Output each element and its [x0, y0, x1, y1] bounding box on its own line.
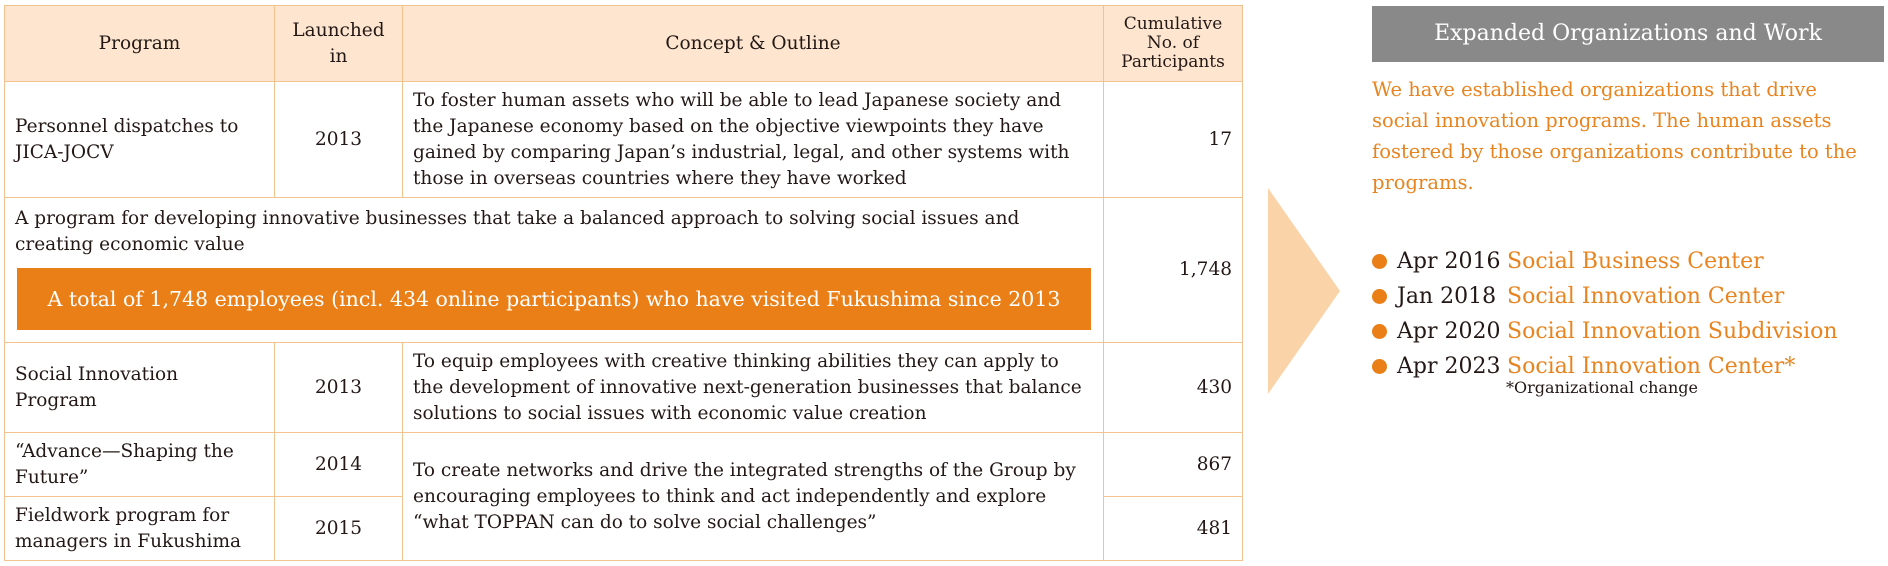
concept-text: A program for developing innovative businesses that take a balanced approach to solving social issues and creating economic value: [15, 208, 1020, 255]
programs-table: [4, 5, 1243, 561]
bullet-dot-icon: [1372, 359, 1387, 374]
header-concept: Concept & Outline: [403, 6, 1104, 82]
organization-timeline: [1372, 244, 1884, 397]
timeline-item: [1372, 244, 1884, 279]
arrow-right-icon: [1268, 188, 1340, 394]
concept-text: To equip employees with creative thinking abilities they can apply to the development of innovative next-generation businesses that balance solutions to social issues with economic value creation: [403, 343, 1104, 433]
concept-text: To foster human assets who will be able to lead Japanese society and the Japanese economy based on the objective viewpoints they have gained by comparing Japan’s industrial, legal, and other systems with those in overseas countries where they have worked: [403, 82, 1104, 198]
timeline-date: Jan 2018: [1397, 284, 1497, 309]
table-row: [5, 433, 1243, 497]
table-row: [5, 343, 1243, 433]
header-cumulative: [1104, 6, 1243, 82]
shared-concept-text: To create networks and drive the integrated strengths of the Group by encouraging employees to think and act independently and explore “what TOPPAN can do to solve social challenges”: [403, 433, 1104, 561]
table-row: [5, 198, 1243, 343]
bullet-dot-icon: [1372, 324, 1387, 339]
panel-title: Expanded Organizations and Work: [1372, 6, 1884, 62]
participant-count: 481: [1104, 497, 1243, 561]
expanded-organizations-panel: [1372, 6, 1884, 397]
program-name: Fieldwork program for managers in Fukushima: [5, 497, 275, 561]
launched-year: 2015: [275, 497, 403, 561]
header-cumulative-line2: No. of: [1146, 33, 1200, 53]
timeline-org-name: Social Innovation Center: [1507, 284, 1785, 309]
table-row: [5, 82, 1243, 198]
timeline-org-name: Social Innovation Center*: [1507, 354, 1796, 379]
launched-year: 2013: [275, 82, 403, 198]
panel-description: We have established organizations that drive social innovation programs. The human assets fostered by those organizations contribute to the programs.: [1372, 78, 1857, 194]
header-program: Program: [5, 6, 275, 82]
bullet-dot-icon: [1372, 289, 1387, 304]
timeline-org-name: Social Business Center: [1507, 249, 1764, 274]
header-cumulative-line1: Cumulative: [1123, 14, 1223, 34]
header-cumulative-line3: Participants: [1121, 52, 1225, 72]
timeline-date: Apr 2023: [1397, 354, 1501, 379]
launched-year: 2014: [275, 433, 403, 497]
program-name: Social Innovation Program: [5, 343, 275, 433]
participant-count: 1,748: [1104, 198, 1243, 343]
timeline-date: Apr 2020: [1397, 319, 1501, 344]
program-name: Personnel dispatches to JICA-JOCV: [5, 82, 275, 198]
bullet-dot-icon: [1372, 254, 1387, 269]
participant-count: 430: [1104, 343, 1243, 433]
program-name: “Advance—Shaping the Future”: [5, 433, 275, 497]
timeline-org-name: Social Innovation Subdivision: [1507, 319, 1838, 344]
participant-count: 867: [1104, 433, 1243, 497]
participant-count: 17: [1104, 82, 1243, 198]
timeline-item: [1372, 279, 1884, 314]
organizational-change-note: *Organizational change: [1506, 378, 1698, 397]
fukushima-banner: A total of 1,748 employees (incl. 434 online participants) who have visited Fukushima since 2013: [17, 268, 1091, 330]
table-header-row: [5, 6, 1243, 82]
launched-year: 2013: [275, 343, 403, 433]
fukushima-program-cell: [5, 198, 1104, 343]
timeline-item: [1372, 314, 1884, 349]
timeline-date: Apr 2016: [1397, 249, 1501, 274]
header-launched: Launched in: [275, 6, 403, 82]
